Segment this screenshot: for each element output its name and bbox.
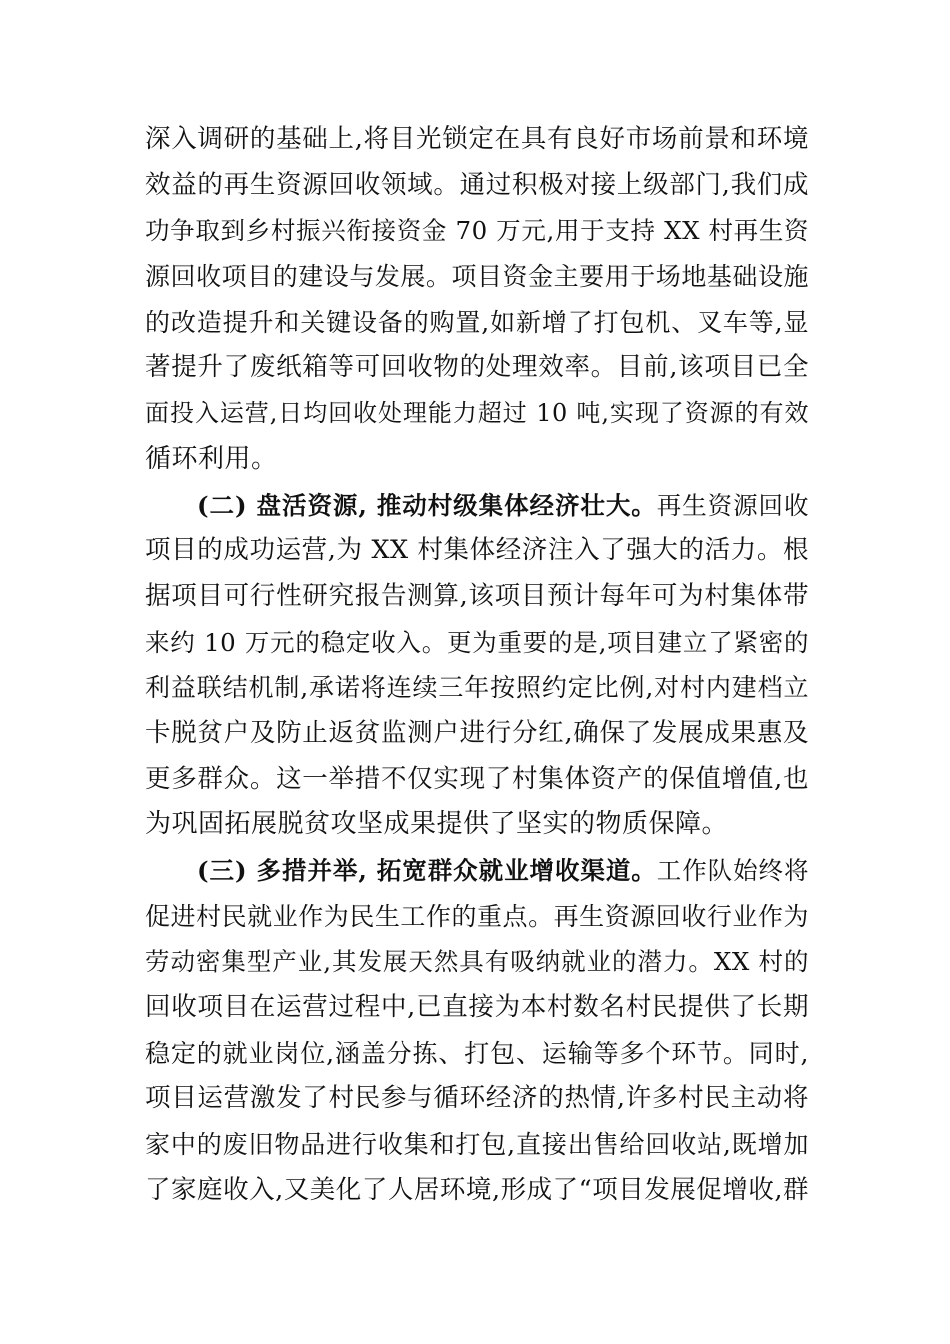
- text-line: 来约 10 万元的稳定收入。更为重要的是,项目建立了紧密的: [145, 627, 809, 657]
- text-line: 卡脱贫户及防止返贫监测户进行分红,确保了发展成果惠及: [145, 717, 809, 748]
- text-line: 促进村民就业作为民生工作的重点。再生资源回收行业作为: [145, 901, 809, 931]
- section-heading: (三) 多措并举, 拓宽群众就业增收渠道。: [197, 856, 657, 885]
- paragraph-first-line: [145, 848, 809, 894]
- text-line: 为巩固拓展脱贫攻坚成果提供了坚实的物质保障。: [145, 809, 729, 840]
- paragraph: [145, 848, 809, 1214]
- text-line: 利益联结机制,承诺将连续三年按照约定比例,对村内建档立: [145, 673, 809, 703]
- text-run: 再生资源回收: [656, 490, 809, 520]
- text-line: 劳动密集型产业,其发展天然具有吸纳就业的潜力。XX 村的: [145, 947, 809, 977]
- text-line: 的改造提升和关键设备的购置,如新增了打包机、叉车等,显: [145, 307, 809, 337]
- text-line: 著提升了废纸箱等可回收物的处理效率。目前,该项目已全: [145, 352, 809, 383]
- paragraph-first-line: [145, 483, 809, 529]
- text-line: 家中的废旧物品进行收集和打包,直接出售给回收站,既增加: [145, 1130, 809, 1160]
- section-heading: (二) 盘活资源, 推动村级集体经济壮大。: [197, 490, 657, 520]
- text-line: 回收项目在运营过程中,已直接为本村数名村民提供了长期: [145, 992, 809, 1023]
- text-line: 深入调研的基础上,将目光锁定在具有良好市场前景和环境: [145, 124, 809, 154]
- text-line: 效益的再生资源回收领域。通过积极对接上级部门,我们成: [145, 169, 809, 200]
- text-line: 面投入运营,日均回收处理能力超过 10 吨,实现了资源的有效: [145, 399, 809, 428]
- text-line: 循环利用。: [145, 443, 278, 474]
- paragraph: [145, 483, 809, 849]
- text-line: 项目运营激发了村民参与循环经济的热情,许多村民主动将: [145, 1083, 809, 1114]
- text-line: 源回收项目的建设与发展。项目资金主要用于场地基础设施: [145, 262, 809, 292]
- text-line: 功争取到乡村振兴衔接资金 70 万元,用于支持 XX 村再生资: [145, 216, 809, 246]
- text-line: 项目的成功运营,为 XX 村集体经济注入了强大的活力。根: [145, 535, 809, 566]
- paragraph: [145, 117, 809, 483]
- document-body: [145, 117, 809, 1214]
- text-line: 稳定的就业岗位,涵盖分拣、打包、运输等多个环节。同时,: [145, 1038, 809, 1068]
- text-line: 了家庭收入,又美化了人居环境,形成了“项目发展促增收,群: [145, 1174, 809, 1205]
- text-line: 更多群众。这一举措不仅实现了村集体资产的保值增值,也: [145, 763, 809, 794]
- text-line: 据项目可行性研究报告测算,该项目预计每年可为村集体带: [145, 580, 809, 611]
- text-run: 工作队始终将: [656, 856, 809, 885]
